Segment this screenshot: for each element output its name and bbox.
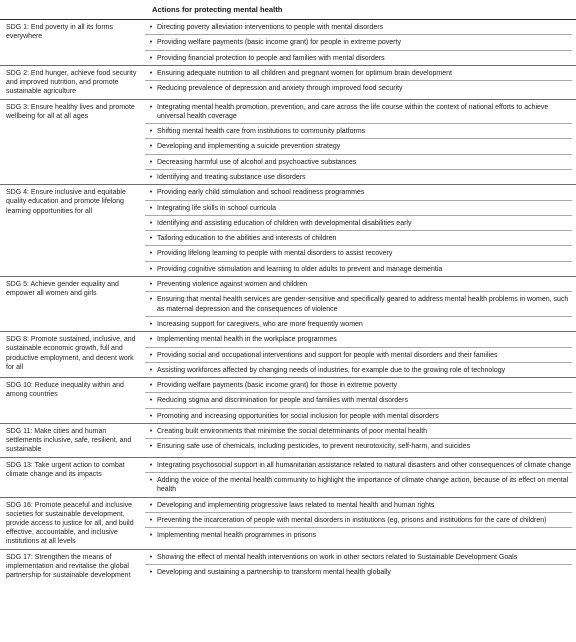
table-header — [0, 0, 576, 20]
table-row — [0, 550, 576, 583]
table-row — [0, 458, 576, 498]
action-item — [145, 409, 572, 423]
bullet-icon: • — [149, 443, 153, 451]
action-text: Showing the effect of mental health interventions on work in other sectors related to Sustainable Development Goals — [157, 553, 518, 561]
action-text: Reducing prevalence of depression and anxiety through improved food security — [157, 85, 403, 93]
action-item — [145, 155, 572, 170]
bullet-icon: • — [149, 54, 153, 62]
action-text: Providing early child stimulation and school readiness programmes — [157, 189, 365, 197]
actions-cell — [145, 100, 576, 185]
bullet-icon: • — [149, 366, 153, 374]
bullet-icon: • — [149, 103, 153, 111]
action-item — [145, 393, 572, 408]
action-text: Ensuring that mental health services are gender-sensitive and specifically geared to address mental health problems in women, such as maternal depression and the consequences of violence — [157, 296, 569, 313]
action-text: Ensuring adequate nutrition to all children and pregnant women for optimum brain development — [157, 69, 452, 77]
sdg-goal-cell: SDG 13: Take urgent action to combat climate change and its impacts — [6, 461, 125, 478]
action-item — [145, 185, 572, 200]
action-text: Directing poverty alleviation interventions to people with mental disorders — [157, 24, 384, 31]
bullet-icon: • — [149, 516, 153, 524]
action-item — [145, 348, 572, 363]
actions-cell — [145, 332, 576, 377]
action-item — [145, 439, 572, 453]
action-item — [145, 262, 572, 276]
action-text: Preventing the incarceration of people with mental disorders in institutions (eg, prisons and institutions for the care of children) — [157, 516, 547, 524]
bullet-icon: • — [149, 158, 153, 166]
action-text: Promoting and increasing opportunities for social inclusion for people with mental disorders — [157, 412, 439, 420]
sdg-goal-cell: SDG 16: Promote peaceful and inclusive societies for sustainable development, provide access to justice for all, and build effective, accountable, and inclusive institutions at all levels — [6, 501, 134, 546]
bullet-icon: • — [149, 143, 153, 151]
header-actions-label: Actions for protecting mental health — [152, 5, 283, 14]
bullet-icon: • — [149, 532, 153, 540]
action-text: Providing financial protection to people and families with mental disorders — [157, 54, 385, 62]
action-item — [145, 332, 572, 347]
bullet-icon: • — [149, 265, 153, 273]
action-text: Adding the voice of the mental health community to highlight the importance of climate change action, because of its effect on mental health — [157, 476, 569, 494]
bullet-icon: • — [149, 85, 153, 93]
actions-cell — [145, 277, 576, 331]
bullet-icon: • — [149, 553, 153, 561]
action-item — [145, 246, 572, 261]
action-item — [145, 66, 572, 81]
action-item — [145, 20, 572, 35]
action-item — [145, 139, 572, 154]
actions-cell — [145, 378, 576, 423]
sdg-goal-cell: SDG 5: Achieve gender equality and empower all women and girls — [6, 281, 119, 298]
action-item — [145, 216, 572, 231]
table-row — [0, 378, 576, 424]
action-item — [145, 100, 572, 125]
action-text: Reducing stigma and discrimination for people and families with mental disorders — [157, 397, 408, 405]
bullet-icon: • — [149, 428, 153, 436]
action-item — [145, 124, 572, 139]
action-item — [145, 170, 572, 184]
bullet-icon: • — [149, 296, 153, 304]
action-text: Integrating psychosocial support in all humanitarian assistance related to natural disasters and other consequences of climate change — [157, 461, 572, 469]
action-text: Implementing mental health in the workplace programmes — [157, 336, 337, 344]
action-text: Integrating mental health promotion, prevention, and care across the life course within the context of national efforts to achieve universal health coverage — [157, 103, 549, 120]
action-text: Integrating life skills in school curricula — [157, 204, 277, 212]
bullet-icon: • — [149, 412, 153, 420]
bullet-icon: • — [149, 173, 153, 181]
sdg-goal-cell: SDG 4: Ensure inclusive and equitable quality education and promote lifelong learning opportunities for all — [6, 189, 126, 215]
sdg-goal-cell: SDG 11: Make cities and human settlements inclusive, safe, resilient, and sustainable — [6, 428, 132, 454]
action-text: Preventing violence against women and children — [157, 281, 308, 289]
action-item — [145, 317, 572, 331]
sdg-goal-cell: SDG 2: End hunger, achieve food security and improved nutrition, and promote sustainable agriculture — [6, 69, 137, 96]
action-text: Developing and sustaining a partnership to transform mental health globally — [157, 568, 391, 576]
actions-cell — [145, 498, 576, 549]
bullet-icon: • — [149, 320, 153, 328]
action-item — [145, 35, 572, 50]
action-item — [145, 565, 572, 579]
action-item — [145, 550, 572, 565]
action-item — [145, 231, 572, 246]
table-row — [0, 185, 576, 277]
action-item — [145, 277, 572, 292]
action-text: Tailoring education to the abilities and interests of children — [157, 235, 337, 243]
sdg-goal-cell: SDG 1: End poverty in all its forms everywhere — [6, 24, 113, 41]
bullet-icon: • — [149, 397, 153, 405]
bullet-icon: • — [149, 24, 153, 31]
bullet-icon: • — [149, 281, 153, 289]
action-item — [145, 498, 572, 513]
sdg-goal-cell: SDG 3: Ensure healthy lives and promote wellbeing for all at all ages — [6, 103, 135, 120]
action-item — [145, 473, 572, 497]
action-text: Creating built environments that minimise the social determinants of poor mental health — [157, 428, 428, 436]
actions-cell — [145, 185, 576, 276]
action-text: Providing cognitive stimulation and learning to older adults to prevent and manage dementia — [157, 265, 443, 273]
action-text: Identifying and treating substance use disorders — [157, 173, 306, 181]
action-item — [145, 458, 572, 473]
actions-cell — [145, 424, 576, 457]
action-text: Providing lifelong learning to people with mental disorders to assist recovery — [157, 250, 393, 258]
table-row — [0, 277, 576, 332]
action-item — [145, 363, 572, 377]
bullet-icon: • — [149, 128, 153, 136]
action-text: Shifting mental health care from institutions to community platforms — [157, 128, 366, 136]
table-row — [0, 66, 576, 100]
sdg-goal-cell: SDG 8: Promote sustained, inclusive, and sustainable economic growth, full and productive employment, and decent work for all — [6, 336, 136, 371]
action-text: Implementing mental health programmes in prisons — [157, 532, 317, 540]
bullet-icon: • — [149, 351, 153, 359]
action-item — [145, 81, 572, 95]
action-item — [145, 528, 572, 542]
action-text: Providing welfare payments (basic income grant) for those in extreme poverty — [157, 382, 398, 390]
bullet-icon: • — [149, 189, 153, 197]
action-text: Increasing support for caregivers, who are more frequently women — [157, 320, 363, 328]
action-text: Developing and implementing progressive laws related to mental health and human rights — [157, 501, 435, 509]
action-text: Identifying and assisting education of children with developmental disabilities early — [157, 219, 412, 227]
action-text: Providing social and occupational interventions and support for people with mental disorders and their families — [157, 351, 498, 359]
actions-cell — [145, 20, 576, 65]
action-text: Ensuring safe use of chemicals, including pesticides, to prevent neurotoxicity, self-harm, and suicides — [157, 443, 471, 451]
table-row — [0, 332, 576, 378]
actions-cell — [145, 458, 576, 497]
action-text: Developing and implementing a suicide prevention strategy — [157, 143, 341, 151]
bullet-icon: • — [149, 501, 153, 509]
action-text: Assisting workforces affected by changing needs of industries, for example due to the growing role of technology — [157, 366, 506, 374]
bullet-icon: • — [149, 69, 153, 77]
bullet-icon: • — [149, 476, 153, 484]
bullet-icon: • — [149, 219, 153, 227]
table-row — [0, 100, 576, 186]
action-text: Providing welfare payments (basic income grant) for people in extreme poverty — [157, 39, 401, 47]
bullet-icon: • — [149, 336, 153, 344]
table-row — [0, 498, 576, 550]
bullet-icon: • — [149, 461, 153, 469]
bullet-icon: • — [149, 568, 153, 576]
bullet-icon: • — [149, 235, 153, 243]
action-text: Decreasing harmful use of alcohol and psychoactive substances — [157, 158, 357, 166]
bullet-icon: • — [149, 204, 153, 212]
table-row — [0, 424, 576, 458]
action-item — [145, 51, 572, 65]
table-body — [0, 20, 576, 582]
action-item — [145, 201, 572, 216]
bullet-icon: • — [149, 39, 153, 47]
action-item — [145, 424, 572, 439]
action-item — [145, 378, 572, 393]
action-item — [145, 292, 572, 317]
table-row — [0, 20, 576, 66]
sdg-goal-cell: SDG 17: Strengthen the means of implementation and revitalise the global partnership for sustainable development — [6, 553, 131, 579]
actions-cell — [145, 550, 576, 583]
actions-cell — [145, 66, 576, 99]
bullet-icon: • — [149, 250, 153, 258]
action-item — [145, 513, 572, 528]
bullet-icon: • — [149, 382, 153, 390]
sdg-goal-cell: SDG 10: Reduce inequality within and among countries — [6, 382, 124, 399]
